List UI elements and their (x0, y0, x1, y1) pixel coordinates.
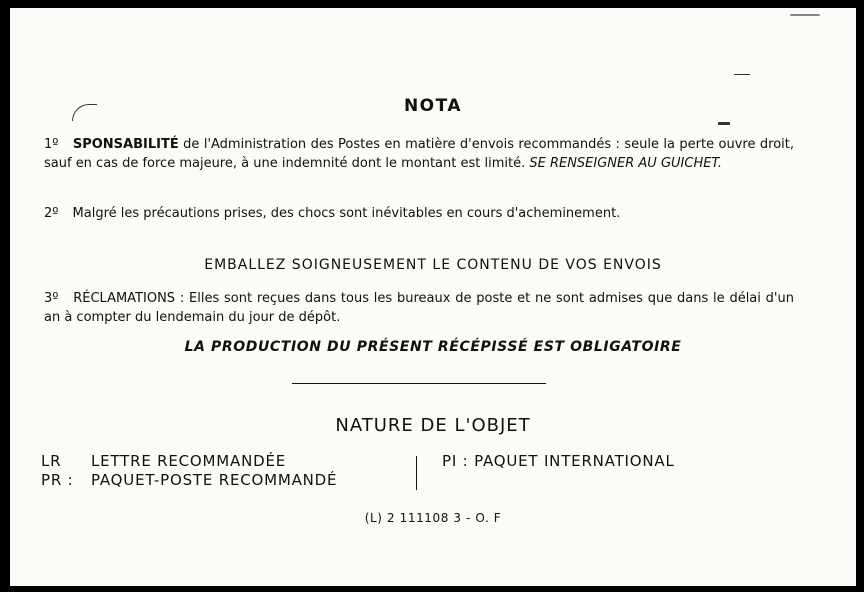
nature-pr (41, 471, 337, 489)
nota-item-3 (44, 289, 794, 327)
scan-speck (718, 122, 730, 125)
divider (292, 383, 546, 384)
receipt-card (10, 8, 856, 586)
nature-pi (442, 452, 675, 470)
column-separator (416, 456, 417, 490)
item-heading: RÉCLAMATIONS (73, 291, 176, 306)
item-number: 1º (44, 137, 59, 152)
nota-item-2 (44, 204, 794, 223)
item-text: de l'Administration des Postes en matière d'envois recommandés : seule la perte ouvre droit, sauf en cas de force majeure, à une indemnité dont le montant est limité. (44, 137, 794, 171)
nota-title: NOTA (403, 96, 463, 116)
item-heading: SPONSABILITÉ (72, 137, 179, 152)
form-reference: (L) 2 111108 3 - O. F (364, 511, 502, 525)
packing-warning: EMBALLEZ SOIGNEUSEMENT LE CONTENU DE VOS ENVOIS (204, 257, 662, 273)
nature-label: LETTRE RECOMMANDÉE (91, 452, 287, 470)
item-number: 3º (44, 291, 59, 306)
item-text: Malgré les précautions prises, des chocs sont inévitables en cours d'acheminement. (72, 206, 621, 221)
nature-title: NATURE DE L'OBJET (335, 415, 531, 436)
nota-item-1 (44, 135, 794, 173)
item-text: : Elles sont reçues dans tous les bureaux de poste et ne sont admises que dans le délai d'un an à compter du lendemain du jour de dépôt. (44, 291, 794, 325)
nature-code: LR (41, 452, 62, 470)
item-emphasis: SE RENSEIGNER AU GUICHET. (529, 156, 722, 171)
scan-speck (734, 74, 750, 75)
nature-code: PR : (41, 471, 74, 489)
scan-speck (790, 14, 820, 16)
nature-lr (41, 452, 286, 470)
nature-label: PAQUET-POSTE RECOMMANDÉ (91, 471, 338, 489)
nature-code: PI (442, 452, 458, 470)
item-number: 2º (44, 206, 59, 221)
production-notice: LA PRODUCTION DU PRÉSENT RÉCÉPISSÉ EST OBLIGATOIRE (184, 339, 682, 355)
nature-label: : PAQUET INTERNATIONAL (462, 452, 675, 470)
